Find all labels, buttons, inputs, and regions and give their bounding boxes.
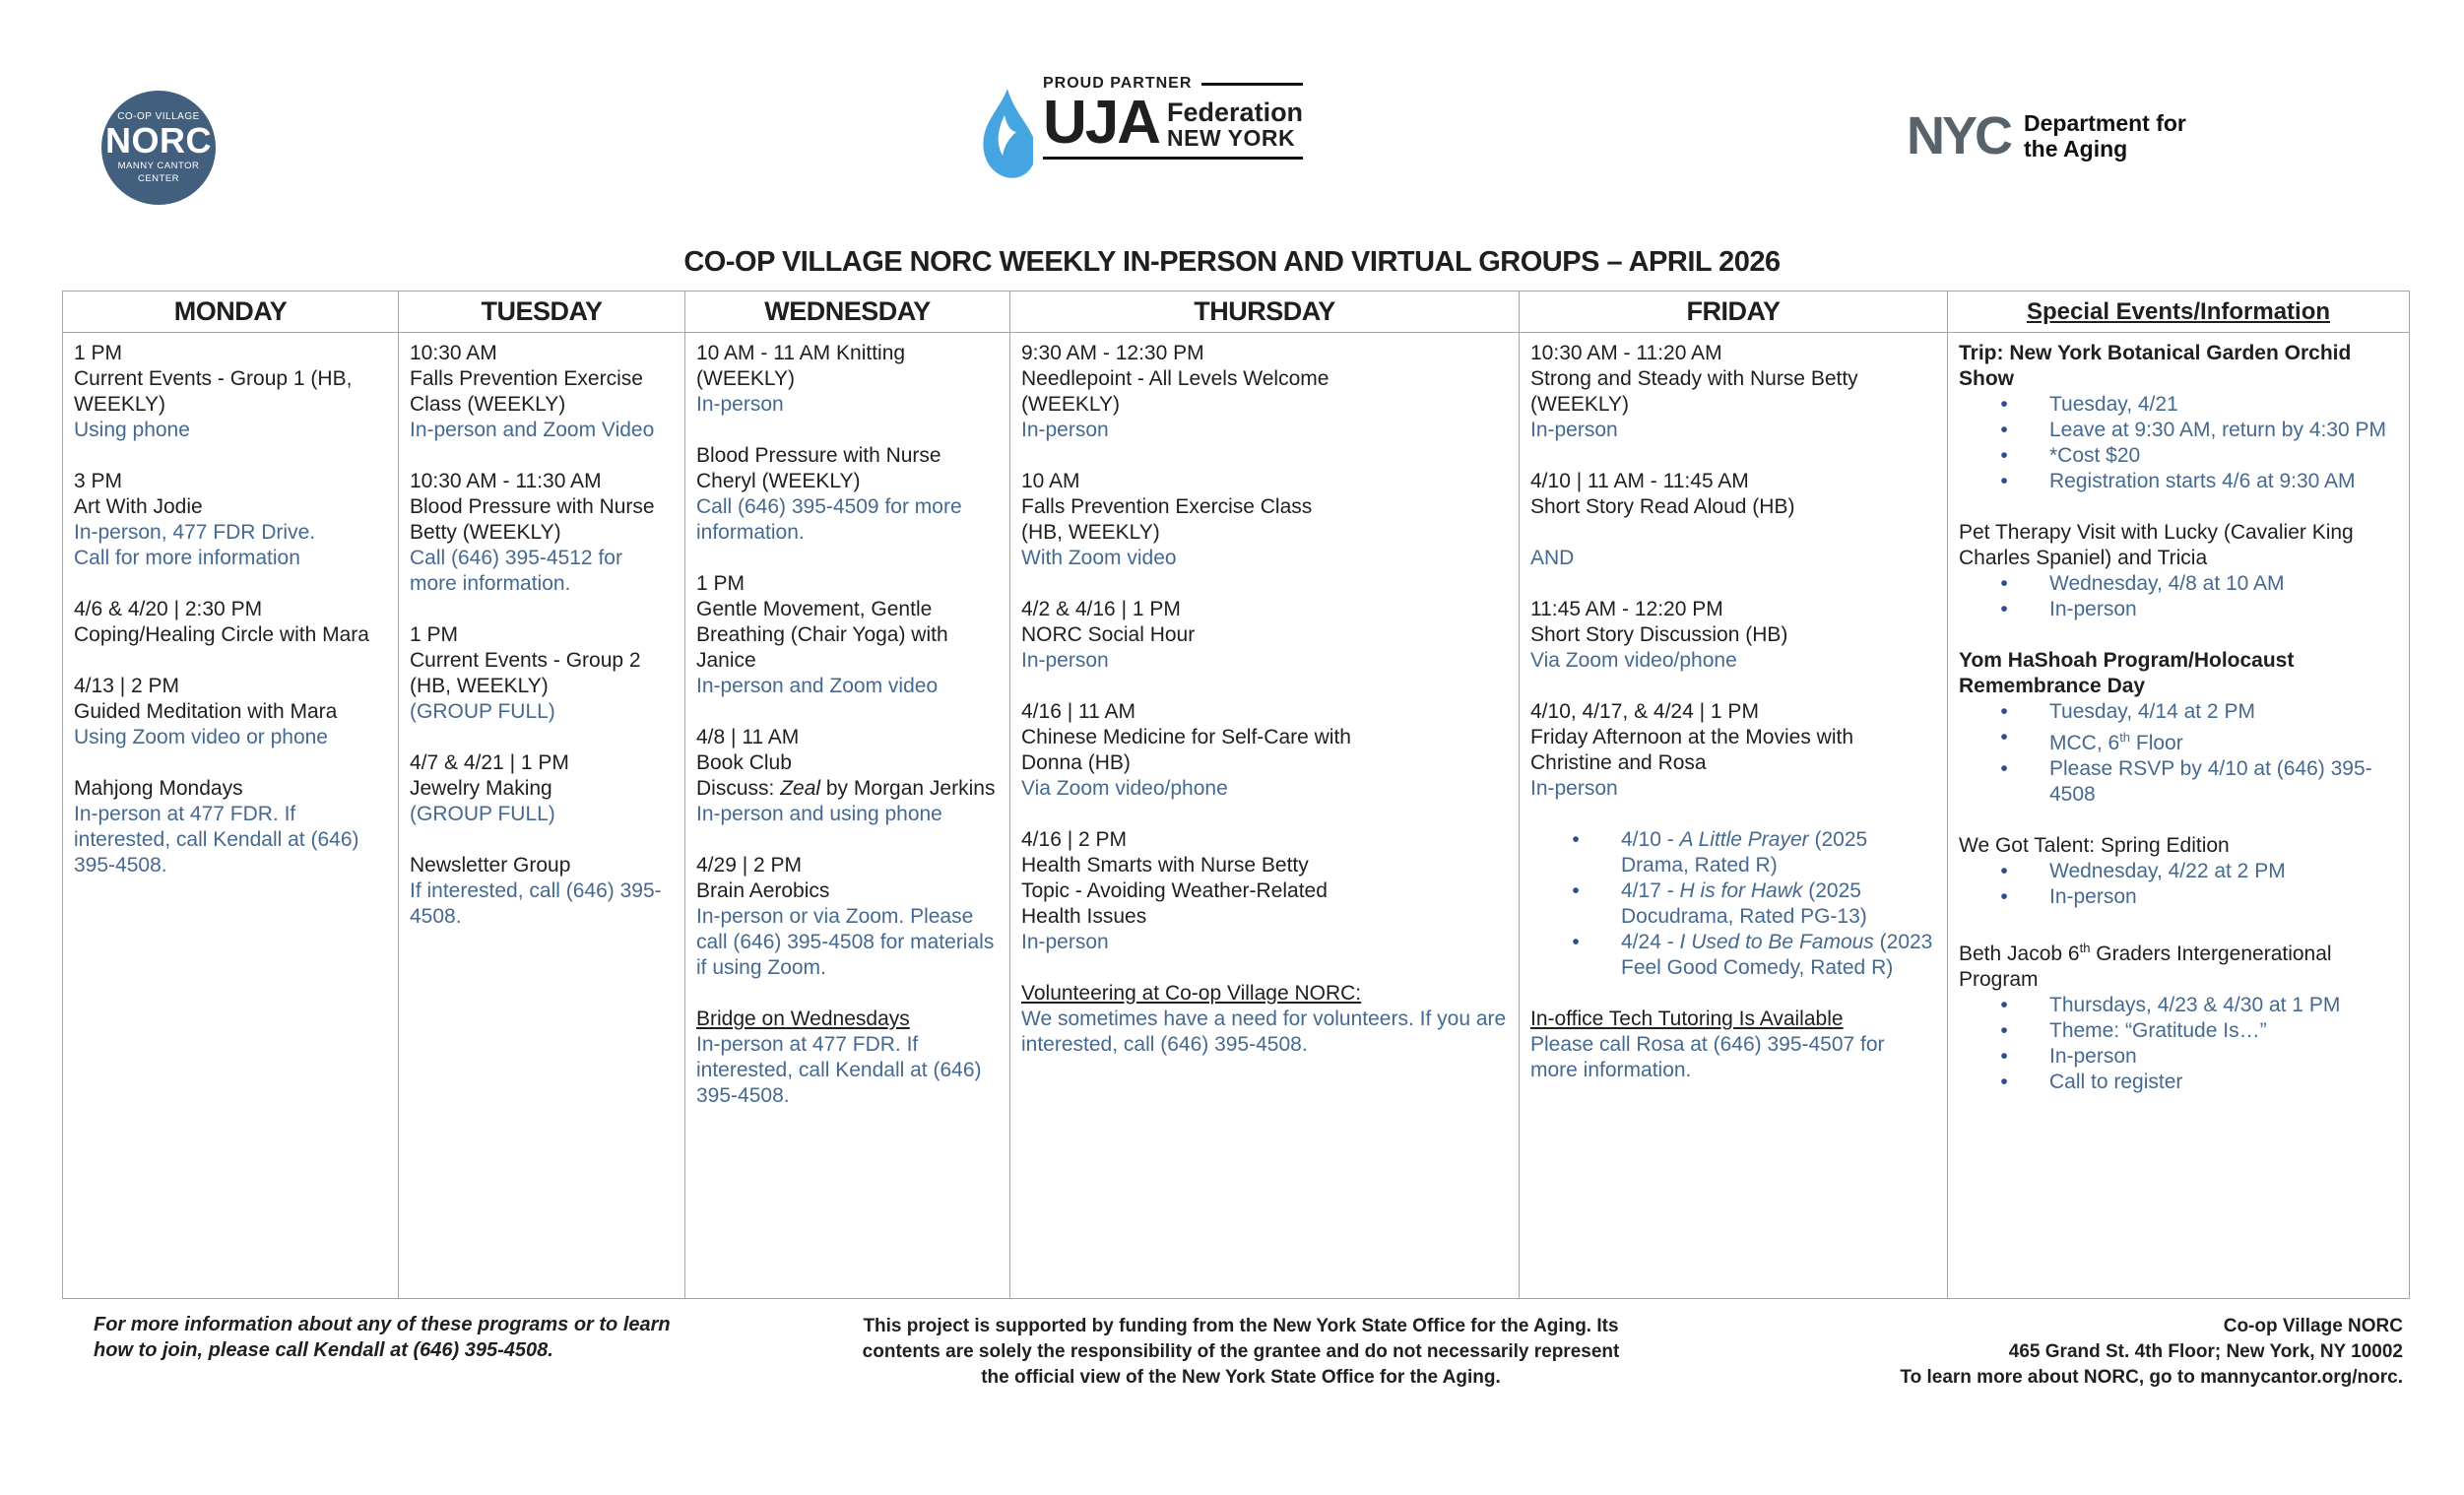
text-line: Falls Prevention Exercise Class (WEEKLY) [410, 367, 643, 416]
event [1530, 469, 1937, 520]
text-line: With Zoom video [1021, 547, 1177, 569]
text-line: Current Events - Group 2 (HB, WEEKLY) [410, 649, 641, 697]
bullet-item: • Leave at 9:30 AM, return by 4:30 PM [1959, 418, 2399, 443]
text-line: 4/16 | 2 PM [1021, 828, 1128, 851]
bullet-item: • In-person [1959, 884, 2399, 910]
column-wednesday [685, 292, 1010, 1298]
event [1021, 597, 1509, 674]
text-line: Art With Jodie [74, 495, 203, 518]
event [696, 341, 1000, 418]
text-line: Call for more information [74, 547, 300, 569]
text-line: 10:30 AM - 11:30 AM [410, 470, 602, 492]
nyc-logo-text: NYC [1907, 106, 2011, 165]
text-line: Short Story Discussion (HB) [1530, 623, 1788, 646]
text-line: Jewelry Making [410, 777, 552, 800]
bullet-item: • Thursdays, 4/23 & 4/30 at 1 PM [1959, 993, 2399, 1018]
text-line: 1 PM [696, 572, 746, 595]
bullet-item: • Wednesday, 4/22 at 2 PM [1959, 859, 2399, 884]
text-line: 4/7 & 4/21 | 1 PM [410, 751, 569, 774]
event [410, 750, 675, 827]
event [410, 469, 675, 597]
text-line: In-person [1530, 419, 1618, 441]
text-line: Newsletter Group [410, 854, 571, 877]
text-line: 3 PM [74, 470, 123, 492]
event [1530, 699, 1937, 802]
bullet-item: • Please RSVP by 4/10 at (646) 395-4508 [1959, 756, 2399, 808]
norc-logo-main-text: NORC [105, 120, 212, 161]
event [1530, 1007, 1937, 1083]
event [74, 341, 388, 443]
event [1959, 520, 2399, 622]
text-line: Beth Jacob 6th Graders Intergenerational Program [1959, 941, 2332, 991]
text-line: Blood Pressure with Nurse Betty (WEEKLY) [410, 495, 655, 544]
column-header-special-events-information: Special Events/Information [1948, 292, 2409, 333]
text-line: 4/29 | 2 PM [696, 854, 803, 877]
text-line: Topic - Avoiding Weather-Related [1021, 879, 1328, 902]
text-line: (GROUP FULL) [410, 700, 555, 723]
event [1530, 597, 1937, 674]
text-line: 4/8 | 11 AM [696, 726, 800, 748]
text-line: 4/16 | 11 AM [1021, 700, 1135, 723]
text-line: 10 AM [1021, 470, 1080, 492]
text-line: Chinese Medicine for Self-Care with [1021, 726, 1351, 748]
column-header-thursday: THURSDAY [1010, 292, 1519, 333]
text-line: In-person [1530, 777, 1618, 800]
text-line: In-person [1021, 931, 1109, 953]
norc-logo [101, 91, 216, 205]
text-line: Gentle Movement, Gentle Breathing (Chair Yoga) with Janice [696, 598, 948, 672]
text-line: Bridge on Wednesdays [696, 1008, 910, 1030]
text-line: 4/13 | 2 PM [74, 675, 180, 697]
page-title: CO-OP VILLAGE NORC WEEKLY IN-PERSON AND VIRTUAL GROUPS – APRIL 2026 [683, 246, 1781, 278]
footer-address [1763, 1314, 2403, 1391]
footer-right-line: To learn more about NORC, go to mannycantor.org/norc. [1900, 1367, 2403, 1388]
uja-bottom-rule [1043, 157, 1303, 160]
norc-logo-sub-text-1: MANNY CANTOR [117, 161, 200, 171]
bullet-item: • 4/17 - H is for Hawk (2025 Docudrama, Rated PG-13) [1530, 878, 1937, 930]
event [1530, 341, 1937, 443]
footer-center-line: contents are solely the responsibility of the grantee and do not necessarily represent [862, 1341, 1620, 1362]
text-line: 10 AM - 11 AM Knitting (WEEKLY) [696, 342, 906, 390]
footer-center-line: This project is supported by funding from the New York State Office for the Aging. Its [863, 1316, 1619, 1336]
event [1021, 469, 1509, 571]
text-line: In-office Tech Tutoring Is Available [1530, 1008, 1844, 1030]
uja-main-text: UJA [1043, 89, 1160, 157]
text-line: (WEEKLY) [1021, 393, 1120, 416]
event [696, 853, 1000, 981]
text-line: Discuss: Zeal by Morgan Jerkins [696, 777, 996, 800]
footer-right-line: 465 Grand St. 4th Floor; New York, NY 10002 [2008, 1341, 2403, 1362]
text-line: Using phone [74, 419, 190, 441]
text-line: In-person and using phone [696, 803, 942, 825]
bullet-item: • 4/24 - I Used to Be Famous (2023 Feel Good Comedy, Rated R) [1530, 930, 1937, 981]
text-line: Trip: New York Botanical Garden Orchid Show [1959, 342, 2352, 390]
text-line: Needlepoint - All Levels Welcome [1021, 367, 1329, 390]
uja-logo-text [1043, 75, 1303, 181]
text-line: Volunteering at Co-op Village NORC: [1021, 982, 1362, 1005]
text-line: Yom HaShoah Program/Holocaust Remembrance Day [1959, 649, 2295, 697]
text-line: In-person at 477 FDR. If interested, call Kendall at (646) 395-4508. [696, 1033, 982, 1107]
uja-logo [982, 75, 1304, 181]
footer-contact-note [94, 1312, 704, 1363]
text-line: Mahjong Mondays [74, 777, 243, 800]
text-line: 4/10 | 11 AM - 11:45 AM [1530, 470, 1749, 492]
text-line: 9:30 AM - 12:30 PM [1021, 342, 1204, 364]
text-line: Health Smarts with Nurse Betty [1021, 854, 1309, 877]
event [74, 469, 388, 571]
text-line: Using Zoom video or phone [74, 726, 328, 748]
event [1959, 341, 2399, 494]
event [410, 622, 675, 725]
text-line: Call (646) 395-4509 for more information. [696, 495, 962, 544]
bullet-item: • Tuesday, 4/14 at 2 PM [1959, 699, 2399, 725]
text-line: Donna (HB) [1021, 751, 1131, 774]
text-line: Falls Prevention Exercise Class [1021, 495, 1313, 518]
text-line: 4/2 & 4/16 | 1 PM [1021, 598, 1181, 620]
event [696, 443, 1000, 546]
text-line: 10:30 AM - 11:20 AM [1530, 342, 1722, 364]
norc-logo-top-text: CO-OP VILLAGE [117, 111, 200, 122]
footer-left-line: For more information about any of these programs or to learn [94, 1314, 671, 1335]
text-line: NORC Social Hour [1021, 623, 1196, 646]
text-line: 10:30 AM [410, 342, 497, 364]
column-monday [63, 292, 399, 1298]
column-header-tuesday: TUESDAY [399, 292, 684, 333]
text-line: AND [1530, 547, 1575, 569]
event [410, 341, 675, 443]
text-line: Brain Aerobics [696, 879, 830, 902]
text-line: Coping/Healing Circle with Mara [74, 623, 369, 646]
event [1021, 981, 1509, 1058]
text-line: In-person [1021, 419, 1109, 441]
event [1959, 648, 2399, 808]
column-tuesday [399, 292, 685, 1298]
bullet-item: • Call to register [1959, 1070, 2399, 1095]
column-body-thursday [1010, 333, 1519, 1298]
text-line: (GROUP FULL) [410, 803, 555, 825]
text-line: In-person [1021, 649, 1109, 672]
column-header-friday: FRIDAY [1520, 292, 1947, 333]
uja-federation-text: Federation [1167, 98, 1304, 127]
event [696, 571, 1000, 699]
column-thursday [1010, 292, 1520, 1298]
column-header-wednesday: WEDNESDAY [685, 292, 1009, 333]
norc-logo-sub-text-2: CENTER [137, 173, 180, 184]
event [1959, 833, 2399, 910]
bullet-item: • In-person [1959, 1044, 2399, 1070]
uja-newyork-text: NEW YORK [1167, 125, 1296, 151]
text-line: Strong and Steady with Nurse Betty (WEEKLY) [1530, 367, 1858, 416]
text-line: 11:45 AM - 12:20 PM [1530, 598, 1723, 620]
event [696, 1007, 1000, 1109]
text-line: In-person, 477 FDR Drive. [74, 521, 316, 544]
text-line: Via Zoom video/phone [1021, 777, 1228, 800]
nyc-aging-logo [1907, 106, 2186, 165]
text-line: 4/10, 4/17, & 4/24 | 1 PM [1530, 700, 1759, 723]
bullet-item: • *Cost $20 [1959, 443, 2399, 469]
text-line: (HB, WEEKLY) [1021, 521, 1160, 544]
text-line: We Got Talent: Spring Edition [1959, 834, 2230, 857]
text-line: 4/6 & 4/20 | 2:30 PM [74, 598, 263, 620]
footer-center-line: the official view of the New York State Office for the Aging. [981, 1367, 1501, 1388]
text-line: Call (646) 395-4512 for more information. [410, 547, 622, 595]
column-body-wednesday [685, 333, 1009, 1298]
footer-left-line: how to join, please call Kendall at (646) 395-4508. [94, 1339, 553, 1361]
footer-right-line: Co-op Village NORC [2223, 1316, 2403, 1336]
text-line: In-person and Zoom Video [410, 419, 655, 441]
column-special-events-information [1948, 292, 2409, 1298]
event [74, 776, 388, 878]
bullet-item: • Tuesday, 4/21 [1959, 392, 2399, 418]
bullet-item: • Wednesday, 4/8 at 10 AM [1959, 571, 2399, 597]
column-friday [1520, 292, 1948, 1298]
text-line: Via Zoom video/phone [1530, 649, 1737, 672]
bullet-item: • In-person [1959, 597, 2399, 622]
text-line: Pet Therapy Visit with Lucky (Cavalier King Charles Spaniel) and Tricia [1959, 521, 2354, 569]
text-line: 1 PM [74, 342, 123, 364]
nyc-department-text: Department for the Aging [2024, 110, 2186, 162]
text-line: Short Story Read Aloud (HB) [1530, 495, 1795, 518]
bullet-item: • MCC, 6th Floor [1959, 725, 2399, 756]
event [1021, 699, 1509, 802]
text-line: If interested, call (646) 395-4508. [410, 879, 662, 928]
bullet-item: • Registration starts 4/6 at 9:30 AM [1959, 469, 2399, 494]
column-header-monday: MONDAY [63, 292, 398, 333]
uja-flame-icon [982, 89, 1033, 181]
column-body-friday [1520, 333, 1947, 1298]
event [696, 725, 1000, 827]
text-line: In-person at 477 FDR. If interested, call Kendall at (646) 395-4508. [74, 803, 359, 877]
schedule-table [62, 291, 2410, 1299]
column-body-tuesday [399, 333, 684, 1298]
text-line: In-person and Zoom video [696, 675, 939, 697]
footer-funding-note [748, 1314, 1733, 1391]
bullet-item: • 4/10 - A Little Prayer (2025 Drama, Rated R) [1530, 827, 1937, 878]
uja-tagline: PROUD PARTNER [1043, 75, 1193, 92]
text-line: Guided Meditation with Mara [74, 700, 338, 723]
text-line: In-person or via Zoom. Please call (646) 395-4508 for materials if using Zoom. [696, 905, 995, 979]
column-body-special-events-information [1948, 333, 2409, 1298]
uja-top-rule [1201, 83, 1303, 86]
event [1530, 546, 1937, 571]
text-line: Health Issues [1021, 905, 1147, 928]
event [1021, 341, 1509, 443]
text-line: Blood Pressure with Nurse Cheryl (WEEKLY) [696, 444, 941, 492]
column-body-monday [63, 333, 398, 1298]
event [1530, 827, 1937, 981]
event [1959, 936, 2399, 1095]
text-line: We sometimes have a need for volunteers. If you are interested, call (646) 395-4508. [1021, 1008, 1507, 1056]
event [410, 853, 675, 930]
event [74, 597, 388, 648]
event [1021, 827, 1509, 955]
bullet-item: • Theme: “Gratitude Is…” [1959, 1018, 2399, 1044]
text-line: 1 PM [410, 623, 459, 646]
text-line: Please call Rosa at (646) 395-4507 for more information. [1530, 1033, 1885, 1081]
text-line: Friday Afternoon at the Movies with Christine and Rosa [1530, 726, 1853, 774]
text-line: In-person [696, 393, 784, 416]
text-line: Book Club [696, 751, 792, 774]
event [74, 674, 388, 750]
text-line: Current Events - Group 1 (HB, WEEKLY) [74, 367, 353, 416]
